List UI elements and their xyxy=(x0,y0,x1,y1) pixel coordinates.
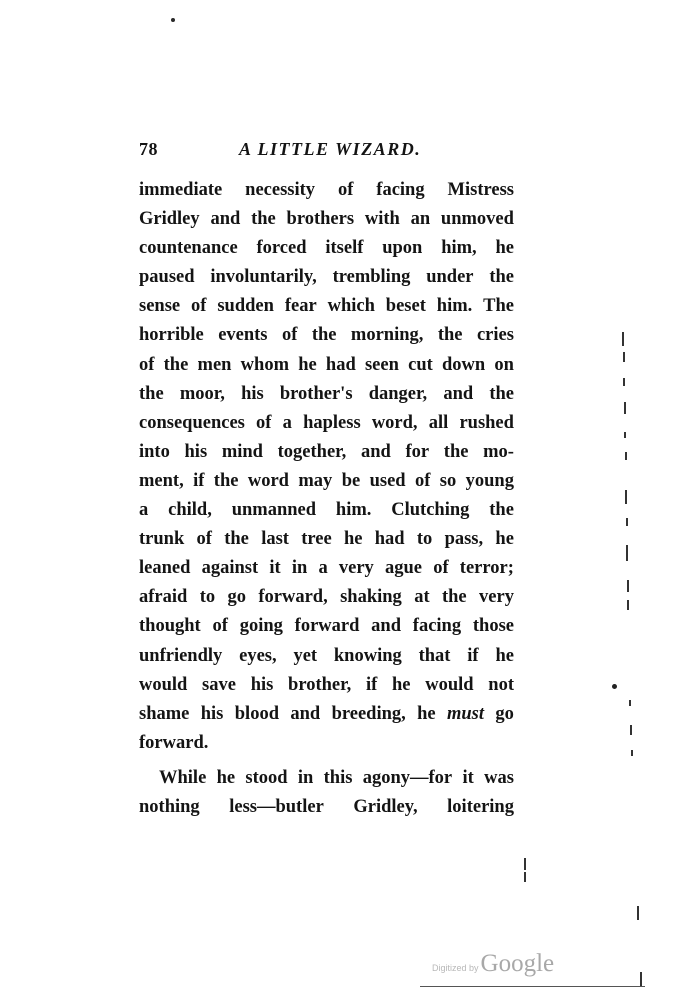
gutter-mark xyxy=(629,700,631,706)
text-line: afraid to go forward, shaking at the very xyxy=(139,587,514,608)
gutter-mark xyxy=(626,545,628,561)
running-head: A LITTLE WIZARD. xyxy=(239,139,422,159)
text-line: the moor, his brother's danger, and the xyxy=(139,383,514,404)
text-line: trunk of the last tree he had to pass, he xyxy=(139,529,514,550)
text-line: sense of sudden fear which beset him. The xyxy=(139,296,514,317)
digitized-watermark xyxy=(432,950,554,978)
text-line: of the men whom he had seen cut down on xyxy=(139,354,514,375)
ink-speck xyxy=(171,18,175,22)
text-line: forward. xyxy=(139,732,209,753)
google-logo: Google xyxy=(480,950,555,977)
text-line: While he stood in this agony—for it was xyxy=(159,767,514,788)
text-line: ment, if the word may be used of so young xyxy=(139,470,514,491)
text-line: into his mind together, and for the mo- xyxy=(139,441,514,462)
gutter-mark xyxy=(624,432,626,438)
gutter-mark xyxy=(627,580,629,592)
gutter-mark xyxy=(524,858,526,870)
text-line: shame his blood and breeding, he must go xyxy=(139,703,514,724)
text-line: horrible events of the morning, the cries xyxy=(139,325,514,346)
gutter-mark xyxy=(524,872,526,882)
text-line: Gridley and the brothers with an unmoved xyxy=(139,209,514,230)
text-line: nothing less—butler Gridley, loitering xyxy=(139,796,514,817)
gutter-mark xyxy=(625,452,627,460)
text-line: would save his brother, if he would not xyxy=(139,674,514,695)
text-line: thought of going forward and facing those xyxy=(139,616,514,637)
gutter-dot xyxy=(612,684,617,689)
text-line: consequences of a hapless word, all rushed xyxy=(139,412,514,433)
gutter-mark xyxy=(624,402,626,414)
gutter-mark xyxy=(623,352,625,362)
gutter-mark xyxy=(622,332,624,346)
watermark-prefix: Digitized by xyxy=(432,963,479,973)
body-text xyxy=(139,176,514,822)
text-line: countenance forced itself upon him, he xyxy=(139,238,514,259)
text-line: paused involuntarily, trembling under the xyxy=(139,267,514,288)
gutter-mark xyxy=(623,378,625,386)
gutter-mark xyxy=(631,750,633,756)
text-line: unfriendly eyes, yet knowing that if he xyxy=(139,645,514,666)
gutter-mark xyxy=(630,725,632,735)
gutter-mark xyxy=(626,518,628,526)
text-line: a child, unmanned him. Clutching the xyxy=(139,500,514,521)
gutter-mark xyxy=(625,490,627,504)
bottom-rule xyxy=(420,986,645,987)
text-line: leaned against it in a very ague of terror; xyxy=(139,558,514,579)
gutter-mark xyxy=(637,906,639,920)
text-line: immediate necessity of facing Mistress xyxy=(139,180,514,200)
page-header xyxy=(139,139,514,165)
gutter-mark xyxy=(627,600,629,610)
page-number: 78 xyxy=(139,139,158,159)
gutter-mark xyxy=(640,972,642,986)
